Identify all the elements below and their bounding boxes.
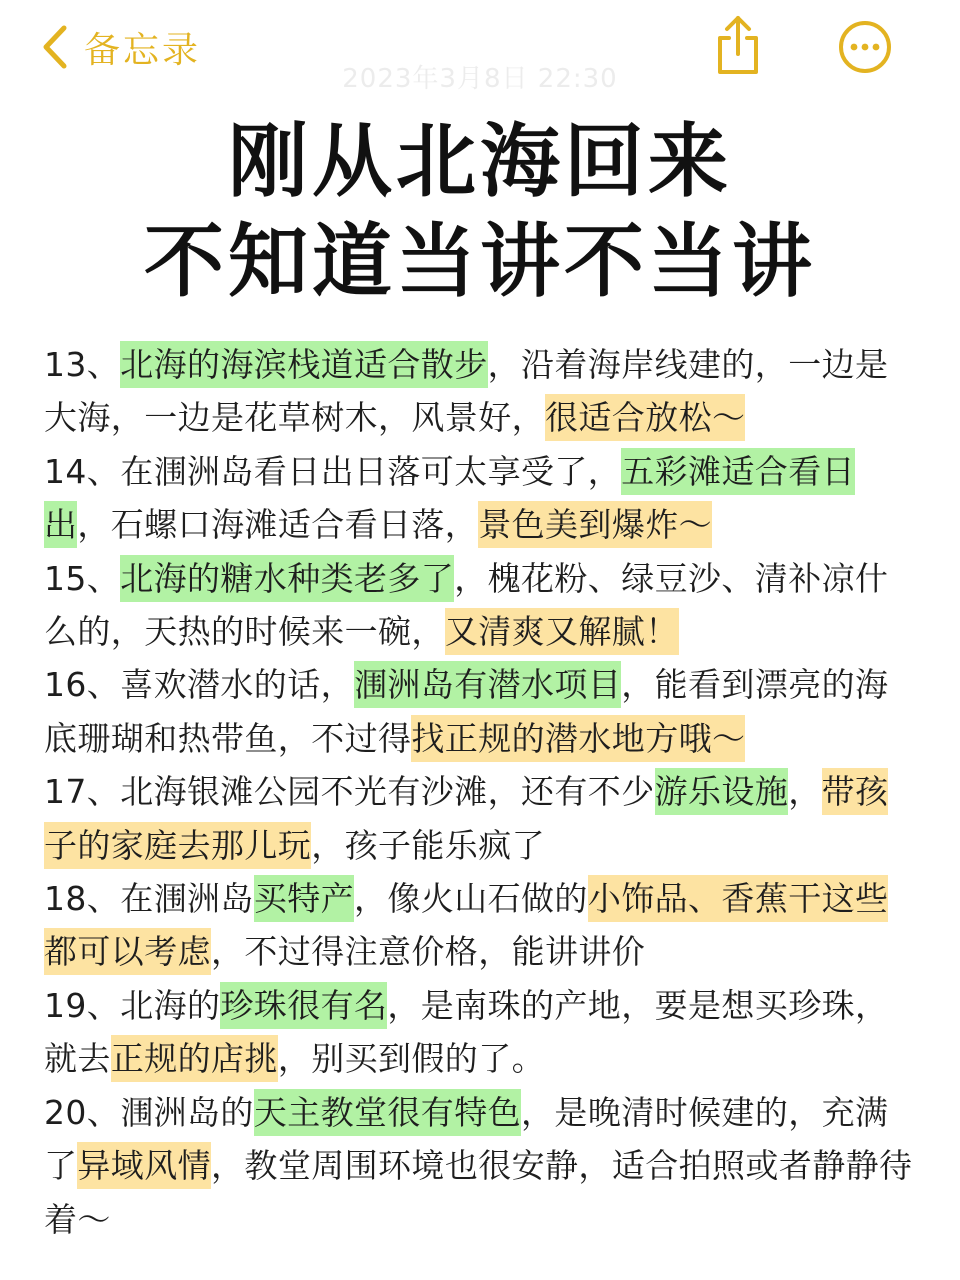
item-number: 13、 bbox=[44, 345, 121, 384]
item-number: 19、 bbox=[44, 985, 121, 1025]
highlighted-text: 天主教堂很有特色 bbox=[254, 1089, 521, 1136]
body-text: ，石螺口海滩适合看日落， bbox=[77, 505, 479, 545]
highlighted-text: 又清爽又解腻！ bbox=[445, 608, 679, 655]
body-text: ，槐花粉、绿豆沙、清补凉什么的，天热的时候来一碗， bbox=[44, 558, 889, 652]
highlighted-text: 北海的糖水种类老多了 bbox=[120, 555, 454, 602]
highlighted-text: 北海的海滨栈道适合散步 bbox=[120, 341, 487, 388]
list-item bbox=[44, 979, 920, 1086]
list-item bbox=[44, 338, 920, 445]
note-title bbox=[0, 112, 960, 312]
body-text: ，能看到漂亮的海底珊瑚和热带鱼，不过得 bbox=[44, 665, 889, 758]
item-number: 18、 bbox=[44, 879, 121, 919]
highlighted-text: 找正规的潜水地方哦～ bbox=[411, 715, 745, 762]
title-line-1: 刚从北海回来 bbox=[228, 115, 732, 208]
body-text: 在涠洲岛看日出日落可太享受了， bbox=[120, 451, 622, 491]
highlighted-text: 正规的店挑 bbox=[111, 1035, 278, 1082]
note-body[interactable] bbox=[44, 338, 920, 1246]
body-text: ，是晚清时候建的，充满了 bbox=[44, 1092, 889, 1186]
list-item bbox=[44, 765, 920, 872]
title-line-2: 不知道当讲不当讲 bbox=[144, 215, 816, 308]
highlighted-text: 异域风情 bbox=[77, 1142, 211, 1189]
highlighted-text: 买特产 bbox=[254, 875, 354, 922]
item-number: 14、 bbox=[44, 451, 121, 491]
back-label: 备忘录 bbox=[84, 29, 202, 71]
item-number: 17、 bbox=[44, 772, 121, 812]
body-text: ， bbox=[788, 772, 822, 812]
highlighted-text: 游乐设施 bbox=[655, 768, 789, 815]
highlighted-text: 景色美到爆炸～ bbox=[478, 501, 712, 548]
body-text: ，别买到假的了。 bbox=[277, 1039, 546, 1079]
body-text: ，教堂周围环境也很安静，适合拍照或者静静待着～ bbox=[44, 1146, 913, 1239]
highlighted-text: 小饰品、香蕉干这些都可以考虑 bbox=[44, 875, 888, 975]
highlighted-text: 珍珠很有名 bbox=[220, 982, 387, 1029]
highlighted-text: 五彩滩适合看日出 bbox=[44, 448, 855, 548]
body-text: ，是南珠的产地，要是想买珍珠，就去 bbox=[44, 985, 889, 1079]
item-number: 20、 bbox=[44, 1092, 121, 1132]
list-item bbox=[44, 445, 920, 552]
highlighted-text: 带孩子的家庭去那儿玩 bbox=[44, 768, 888, 868]
body-text: 北海银滩公园不光有沙滩，还有不少 bbox=[120, 772, 655, 812]
body-text: ，孩子能乐疯了 bbox=[311, 825, 546, 865]
body-text: 北海的 bbox=[120, 985, 221, 1025]
body-text: 在涠洲岛 bbox=[120, 879, 254, 919]
body-text: ，不过得注意价格，能讲讲价 bbox=[211, 932, 646, 972]
item-number: 16、 bbox=[44, 665, 121, 705]
highlighted-text: 涠洲岛有潜水项目 bbox=[354, 661, 621, 708]
highlighted-text: 很适合放松～ bbox=[545, 394, 745, 441]
list-item bbox=[44, 1086, 920, 1246]
body-text: ，像火山石做的 bbox=[354, 879, 588, 919]
list-item bbox=[44, 872, 920, 979]
body-text: ，沿着海岸线建的，一边是大海，一边是花草树木，风景好， bbox=[44, 345, 889, 438]
item-number: 15、 bbox=[44, 558, 121, 598]
body-text: 涠洲岛的 bbox=[120, 1092, 254, 1132]
note-date: 2023年3月8日 22:30 bbox=[342, 64, 618, 94]
list-item bbox=[44, 658, 920, 765]
list-item bbox=[44, 552, 920, 659]
body-text: 喜欢潜水的话， bbox=[120, 665, 355, 705]
